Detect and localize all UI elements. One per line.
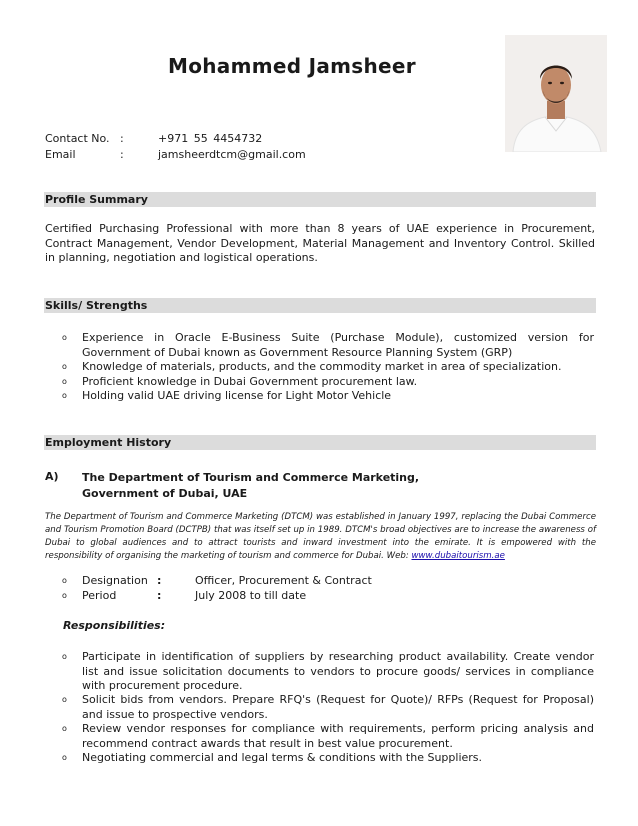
bullet-icon: o: [62, 724, 67, 733]
section-profile-summary: Profile Summary: [44, 192, 596, 207]
responsibilities-heading: Responsibilities:: [63, 619, 166, 632]
employer-name-line1: The Department of Tourism and Commerce Marketing,: [82, 471, 420, 484]
responsibility-text: Review vendor responses for compliance with requirements, perform pricing analysis and recommend contract awards that result in best value procurement.: [82, 722, 594, 750]
period-label: Period: [82, 589, 117, 602]
employer-name: [82, 470, 419, 501]
section-employment-history: Employment History: [44, 435, 596, 450]
phone-label: Contact No.: [45, 132, 110, 145]
bullet-icon: o: [62, 377, 67, 386]
bullet-icon: o: [62, 362, 67, 371]
candidate-name: Mohammed Jamsheer: [168, 54, 416, 78]
section-skills: Skills/ Strengths: [44, 298, 596, 313]
designation-value: Officer, Procurement & Contract: [195, 574, 372, 587]
designation-label: Designation: [82, 574, 148, 587]
bullet-icon: o: [62, 333, 67, 342]
bullet-icon: o: [62, 591, 67, 600]
profile-photo: [505, 35, 607, 152]
skill-text: Proficient knowledge in Dubai Government procurement law.: [82, 375, 418, 388]
employer-index: A): [45, 470, 59, 483]
period-separator: :: [157, 589, 162, 602]
employer-name-line2: Government of Dubai, UAE: [82, 486, 248, 500]
bullet-icon: o: [62, 652, 67, 661]
skill-text: Knowledge of materials, products, and the commodity market in area of specialization.: [82, 360, 562, 373]
portrait-image: [505, 35, 607, 152]
employer-description: [45, 511, 596, 563]
bullet-icon: o: [62, 576, 67, 585]
period-row: [0, 589, 638, 605]
phone-value: +971 55 4454732: [158, 132, 263, 145]
profile-summary-text: Certified Purchasing Professional with more than 8 years of UAE experience in Procurement, Contract Management, Vendor Development, Material Management and Inventory Control. Skilled in planning, negotiation and logistical operations.: [45, 222, 595, 264]
designation-separator: :: [157, 574, 162, 587]
responsibility-text: Participate in identification of suppliers by researching product availability. Create vendor list and issue solicitation documents to vendors to procure goods/ services in compliance with procurement procedure.: [82, 650, 594, 692]
skill-text: Holding valid UAE driving license for Light Motor Vehicle: [82, 389, 392, 402]
employer-description-text: The Department of Tourism and Commerce Marketing (DTCM) was established in January 1997, replacing the Dubai Commerce and Tourism Promotion Board (DCTPB) that was itself set up in 1989. DTCM's broad objectives are to increase the awareness of Dubai to global audiences and to attract tourists and inward investment into the emirate. It is empowered with the responsibility of organising the marketing of tourism and commerce for Dubai. Web:: [45, 512, 596, 561]
phone-separator: :: [120, 132, 124, 145]
bullet-icon: o: [62, 391, 67, 400]
employer-web-link[interactable]: www.dubaitourism.ae: [411, 551, 505, 561]
responsibility-text: Solicit bids from vendors. Prepare RFQ's (Request for Quote)/ RFPs (Request for Proposal) and issue to prospective vendors.: [82, 693, 594, 721]
period-value: July 2008 to till date: [195, 589, 307, 602]
bullet-icon: o: [62, 753, 67, 762]
designation-row: [0, 574, 638, 590]
email-label: Email: [45, 148, 76, 161]
responsibility-text: Negotiating commercial and legal terms & conditions with the Suppliers.: [82, 751, 483, 764]
skill-text: Experience in Oracle E-Business Suite (Purchase Module), customized version for Government of Dubai known as Government Resource Planning System (GRP): [82, 331, 594, 359]
bullet-icon: o: [62, 695, 67, 704]
email-separator: :: [120, 148, 124, 161]
email-value[interactable]: jamsheerdtcm@gmail.com: [158, 148, 306, 161]
